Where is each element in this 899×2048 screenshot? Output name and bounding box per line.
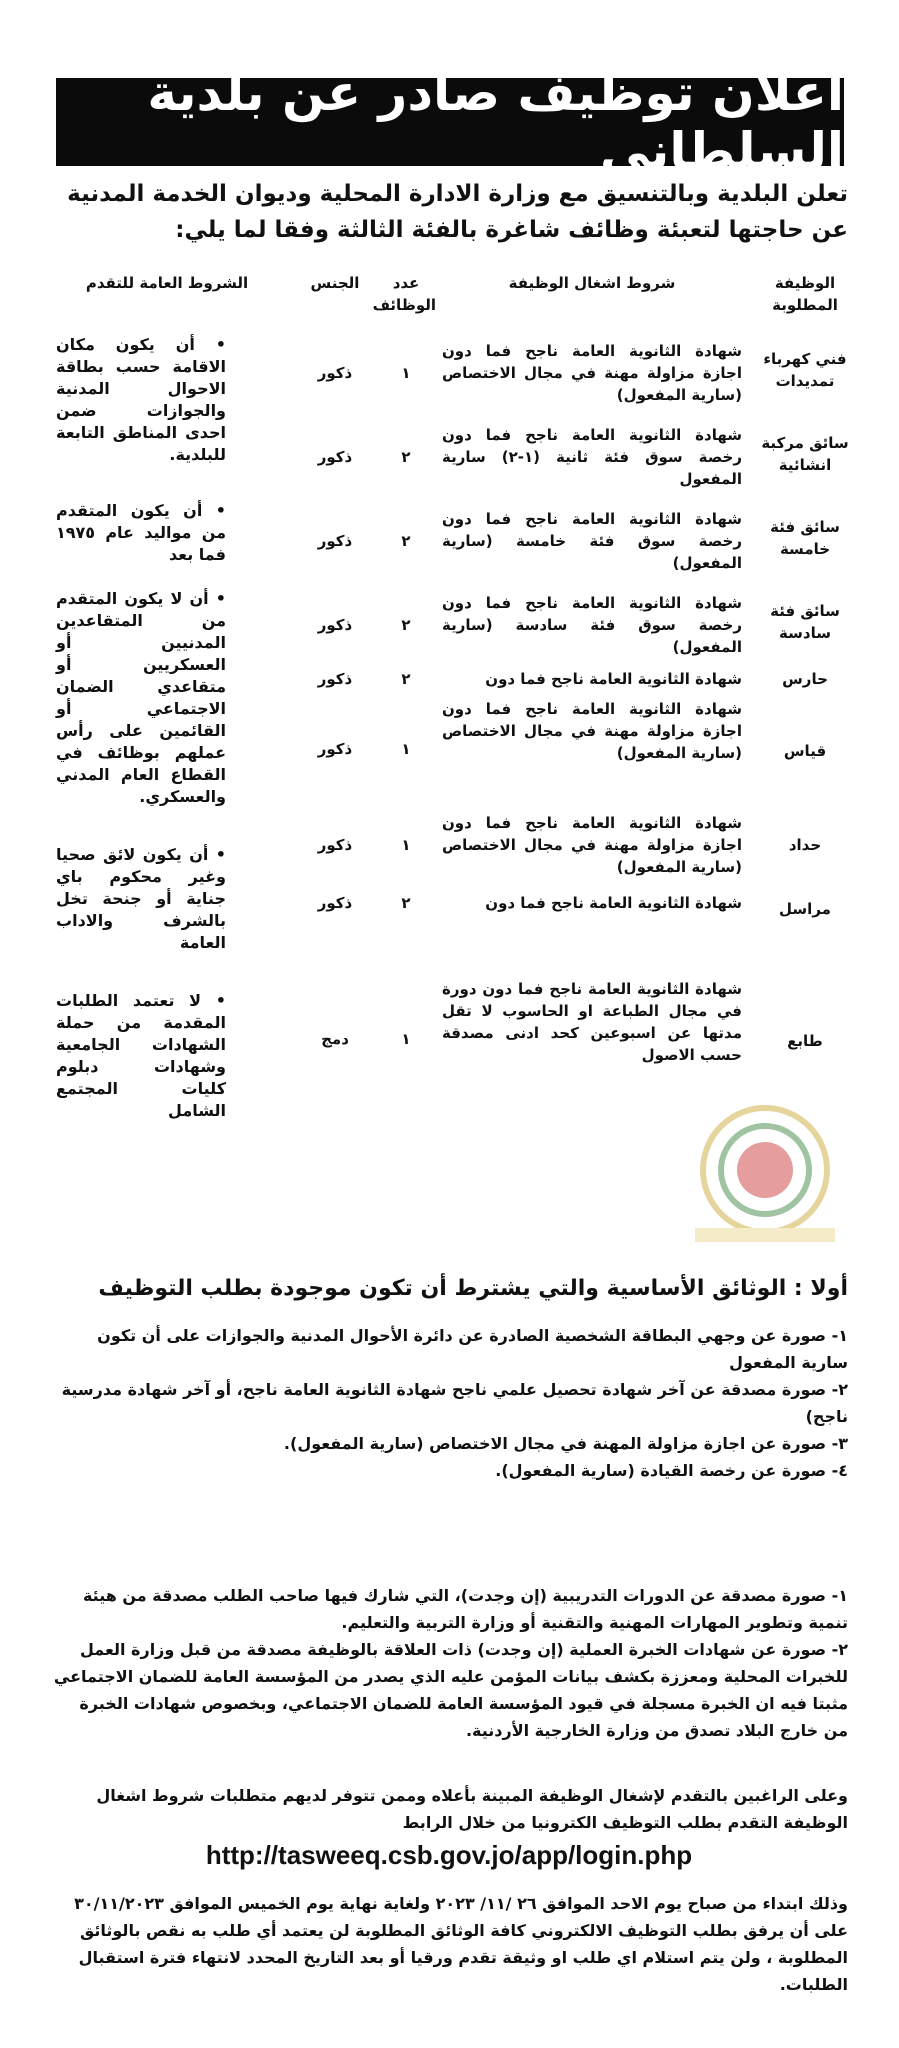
job-count: ١ (401, 364, 411, 382)
condition-health: • أن يكون لائق صحيا وغير محكوم باي جناية أو جنحة تخل بالشرف والاداب العامة (56, 845, 226, 952)
job-title: سائق مركبة انشائية (761, 434, 849, 474)
closing-text: وذلك ابتداء من صباح يوم الاحد الموافق ٢٦ /١١/ ٢٠٢٣ ولغاية نهاية يوم الخميس الموافق ٣٠/١١/٢٠٢٣ على أن يرفق بطلب التوظيف الالكتروني كافة الوثائق المطلوبة لن يعتمد أي طلب به نقص بالوثائق المطلوبة ، ولن يتم استلام اي طلب او وثيقة تقدم ورقيا أو بعد التاريخ المحدد لانتهاء فترة استقبال الطلبات. (74, 1894, 848, 1994)
job-title: سائق فئة خامسة (770, 518, 840, 558)
documents-title: أولا : الوثائق الأساسية والتي يشترط أن تكون موجودة بطلب التوظيف (98, 1276, 848, 1301)
condition-birth-year: • أن يكون المتقدم من مواليد عام ١٩٧٥ فما بعد (56, 501, 226, 564)
job-title: مراسل (779, 900, 831, 918)
job-requirements: شهادة الثانوية العامة ناجح فما دون اجازة مزاولة مهنة في مجال الاختصاص (سارية المفعول) (442, 814, 742, 876)
jobs-table-header (40, 272, 860, 332)
condition-residence: • أن يكون مكان الاقامة حسب بطاقة الاحوال المدنية والجوازات ضمن احدى المناطق التابعة للبلدية. (56, 335, 226, 464)
job-title: فني كهرباء تمديدات (763, 350, 847, 390)
apply-instructions: وعلى الراغبين بالتقدم لإشغال الوظيفة المبينة بأعلاه وممن تتوفر لديهم متطلبات شروط اشغال الوظيفة التقدم بطلب التوظيف الكترونيا من خلال الرابط (96, 1786, 848, 1832)
job-count: ٢ (401, 532, 411, 550)
intro-line-1: تعلن البلدية وبالتنسيق مع وزارة الادارة المحلية وديوان الخدمة المدنية (67, 181, 848, 207)
job-requirements: شهادة الثانوية العامة ناجح فما دون (485, 670, 742, 688)
header-conditions: الشروط العامة للتقدم (85, 274, 249, 292)
job-title: حارس (782, 670, 828, 688)
header-job: الوظيفة المطلوبة (772, 274, 838, 314)
job-gender: ذكور (317, 616, 353, 634)
job-gender: ذكور (317, 532, 353, 550)
intro-line-2: عن حاجتها لتعبئة وظائف شاغرة بالفئة الثالثة وفقا لما يلي: (175, 217, 848, 243)
job-title: حداد (788, 836, 822, 854)
intro-text (50, 176, 848, 248)
job-gender: دمج (321, 1030, 349, 1048)
job-requirements: شهادة الثانوية العامة ناجح فما دون رخصة سوق فئة سادسة (سارية المفعول) (442, 594, 742, 656)
job-count: ٢ (401, 894, 411, 912)
job-count: ١ (401, 1030, 411, 1048)
extra-documents-list (50, 1582, 848, 1744)
header-count: عدد الوظائف (372, 274, 436, 314)
document-item: ٢- صورة مصدقة عن آخر شهادة تحصيل علمي ناجح شهادة الثانوية العامة ناجح، أو آخر شهادة مدرسية ناجح) (61, 1380, 848, 1426)
job-requirements: شهادة الثانوية العامة ناجح فما دون رخصة سوق فئة ثانية (١-٢) سارية المفعول (442, 426, 742, 488)
job-requirements: شهادة الثانوية العامة ناجح فما دون اجازة مزاولة مهنة في مجال الاختصاص (سارية المفعول) (442, 342, 742, 404)
job-gender: ذكور (317, 836, 353, 854)
job-count: ٢ (401, 448, 411, 466)
documents-list (50, 1322, 848, 1484)
job-count: ١ (401, 836, 411, 854)
job-count: ١ (401, 740, 411, 758)
job-requirements: شهادة الثانوية العامة ناجح فما دون اجازة مزاولة مهنة في مجال الاختصاص (سارية المفعول) (442, 700, 742, 762)
job-gender: ذكور (317, 448, 353, 466)
civil-service-seal-icon (690, 1100, 840, 1250)
announcement-title: اعلان توظيف صادر عن بلدية السلطاني (56, 78, 844, 166)
document-item: ٣- صورة عن اجازة مزاولة المهنة في مجال الاختصاص (سارية المفعول). (283, 1434, 848, 1453)
condition-degrees: • لا تعتمد الطلبات المقدمة من حملة الشهادات الجامعية وشهادات دبلوم كليات المجتمع الشامل (56, 991, 226, 1120)
header-requirements: شروط اشغال الوظيفة (508, 274, 676, 292)
document-item: ١- صورة عن وجهي البطاقة الشخصية الصادرة عن دائرة الأحوال المدنية والجوازات على أن تكون سارية المفعول (97, 1326, 848, 1372)
extra-document-item: ١- صورة مصدقة عن الدورات التدريبية (إن وجدت)، التي شارك فيها صاحب الطلب مصدقة من هيئة تنمية وتطوير المهارات المهنية والتقنية أو وزارة التربية والتعليم. (82, 1586, 848, 1632)
job-requirements: شهادة الثانوية العامة ناجح فما دون (485, 894, 742, 912)
job-gender: ذكور (317, 894, 353, 912)
application-link[interactable]: http://tasweeq.csb.gov.jo/app/login.php (205, 1840, 693, 1870)
job-title: سائق فئة سادسة (770, 602, 840, 642)
document-item: ٤- صورة عن رخصة القيادة (سارية المفعول). (495, 1461, 848, 1480)
job-title: قياس (783, 742, 827, 760)
job-requirements: شهادة الثانوية العامة ناجح فما دون دورة في مجال الطباعة او الحاسوب لا تقل مدتها عن اسبوعين كحد ادنى مصدقة حسب الاصول (442, 980, 742, 1064)
header-gender: الجنس (310, 274, 360, 292)
condition-not-retired: • أن لا يكون المتقدم من المتقاعدين المدنيين أو العسكريين أو متقاعدي الضمان الاجتماعي أو القائمين على رأس عملهم بوظائف في القطاع العام المدني والعسكري. (56, 589, 226, 806)
job-gender: ذكور (317, 740, 353, 758)
job-count: ٢ (401, 670, 411, 688)
job-gender: ذكور (317, 670, 353, 688)
extra-document-item: ٢- صورة عن شهادات الخبرة العملية (إن وجدت) ذات العلاقة بالوظيفة مصدقة من قبل وزارة العمل للخبرات المحلية ومعززة بكشف بيانات المؤمن عليه الذي يصدر من المؤسسة العامة للضمان الاجتماعي مثبتا فيه ان الخبرة مسجلة في قيود المؤسسة العامة للضمان الاجتماعي، وبخصوص شهادات الخبرة من خارج البلاد تصدق من وزارة الخارجية الأردنية. (53, 1640, 848, 1740)
job-title: طابع (787, 1032, 823, 1050)
job-gender: ذكور (317, 364, 353, 382)
job-requirements: شهادة الثانوية العامة ناجح فما دون رخصة سوق فئة خامسة (سارية المفعول) (442, 510, 742, 572)
job-count: ٢ (401, 616, 411, 634)
